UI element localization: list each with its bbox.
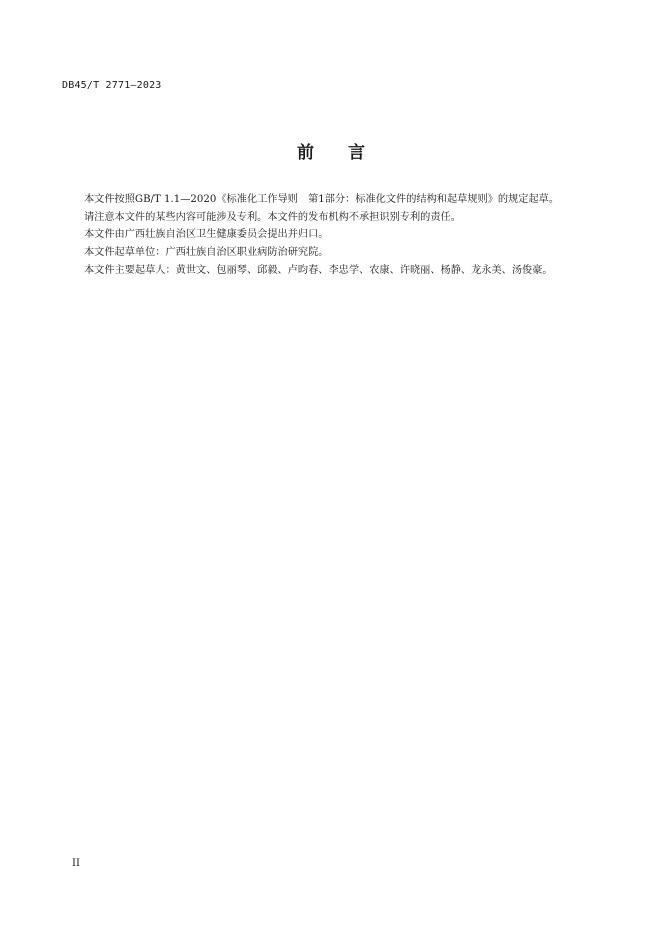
paragraph-drafters: 本文件主要起草人：黄世文、包丽琴、邱毅、卢昀春、李忠学、农康、许晓丽、杨静、龙永美、汤俊豪。 xyxy=(84,264,553,276)
title-char-1: 前 xyxy=(297,143,314,163)
paragraph-drafting-unit: 本文件起草单位：广西壮族自治区职业病防治研究院。 xyxy=(84,247,329,259)
paragraph-proposer: 本文件由广西壮族自治区卫生健康委员会提出并归口。 xyxy=(84,229,329,241)
page-number: II xyxy=(72,858,80,869)
paragraph-patent-notice: 请注意本文件的某些内容可能涉及专利。本文件的发布机构不承担识别专利的责任。 xyxy=(84,211,461,223)
page-title xyxy=(0,138,662,163)
foreword-body xyxy=(62,191,587,280)
paragraph-drafting-rules: 本文件按照GB/T 1.1—2020《标准化工作导则 第1部分：标准化文件的结构和起草规则》的规定起草。 xyxy=(84,194,560,205)
document-code: DB45/T 2771—2023 xyxy=(62,80,162,91)
title-char-2: 言 xyxy=(348,143,365,163)
